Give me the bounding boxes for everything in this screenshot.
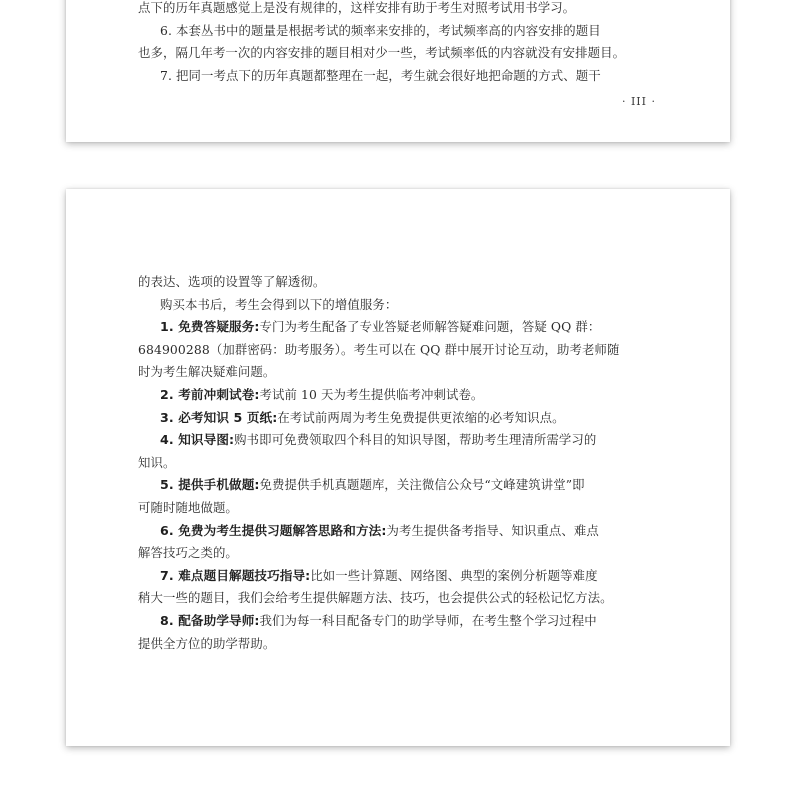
document-page-bottom: [66, 189, 730, 746]
service-item-1: [138, 316, 646, 339]
service-title: 1. 免费答疑服务:: [160, 319, 260, 335]
service-item-7: [138, 565, 646, 588]
service-item-6: [138, 520, 646, 543]
text-line: 点下的历年真题感觉上是没有规律的，这样安排有助于考生对照考试用书学习。: [138, 0, 576, 15]
service-item-2: [138, 384, 646, 407]
service-description: 考试前 10 天为考生提供临考冲刺试卷。: [259, 386, 484, 402]
text-line: 也多，隔几年考一次的内容安排的题目相对少一些，考试频率低的内容就没有安排题目。: [138, 45, 626, 61]
service-title: 8. 配备助学导师:: [160, 612, 260, 628]
service-continuation: 提供全方位的助学帮助。: [138, 635, 276, 651]
service-description: 专门为考生配备了专业答疑老师解答疑难问题，答疑 QQ 群：: [259, 319, 601, 335]
service-title: 6. 免费为考生提供习题解答思路和方法:: [160, 522, 387, 538]
service-continuation: 684900288（加群密码：助考服务）。考生可以在 QQ 群中展开讨论互动，助考老师随: [138, 341, 620, 357]
service-title: 5. 提供手机做题:: [160, 477, 260, 493]
service-item-3: [138, 407, 646, 430]
service-description: 免费提供手机真题题库，关注微信公众号“文峰建筑讲堂”即: [259, 477, 585, 493]
service-title: 3. 必考知识 5 页纸:: [160, 409, 278, 425]
service-title: 2. 考前冲刺试卷:: [160, 386, 260, 402]
service-item-8: [138, 610, 646, 633]
service-description: 购书即可免费领取四个科目的知识导图，帮助考生理清所需学习的: [234, 432, 597, 448]
service-continuation: 时为考生解决疑难问题。: [138, 364, 276, 380]
service-item-5: [138, 474, 646, 497]
service-item-4: [138, 429, 646, 452]
service-continuation: 知识。: [138, 454, 176, 470]
text-line: 的表达、选项的设置等了解透彻。: [138, 274, 326, 289]
service-title: 7. 难点题目解题技巧指导:: [160, 567, 311, 583]
service-continuation: 解答技巧之类的。: [138, 545, 238, 561]
service-list: [138, 316, 646, 655]
service-description: 比如一些计算题、网络图、典型的案例分析题等难度: [310, 567, 598, 583]
service-description: 为考生提供备考指导、知识重点、难点: [386, 522, 599, 538]
document-page-top: [66, 0, 730, 142]
service-title: 4. 知识导图:: [160, 432, 235, 448]
text-line: 7. 把同一考点下的历年真题都整理在一起，考生就会很好地把命题的方式、题干: [160, 67, 601, 83]
text-line: 购买本书后，考生会得到以下的增值服务：: [160, 296, 398, 312]
service-continuation: 稍大一些的题目，我们会给考生提供解题方法、技巧，也会提供公式的轻松记忆方法。: [138, 590, 613, 606]
service-continuation: 可随时随地做题。: [138, 499, 238, 515]
service-description: 在考试前两周为考生免费提供更浓缩的必考知识点。: [277, 409, 565, 425]
text-line: 6. 本套丛书中的题量是根据考试的频率来安排的，考试频率高的内容安排的题目: [160, 22, 601, 38]
bottom-page-text: [138, 271, 646, 655]
top-page-text: [138, 0, 646, 87]
page-number: · III ·: [621, 95, 656, 108]
service-description: 我们为每一科目配备专门的助学导师，在考生整个学习过程中: [259, 612, 597, 628]
